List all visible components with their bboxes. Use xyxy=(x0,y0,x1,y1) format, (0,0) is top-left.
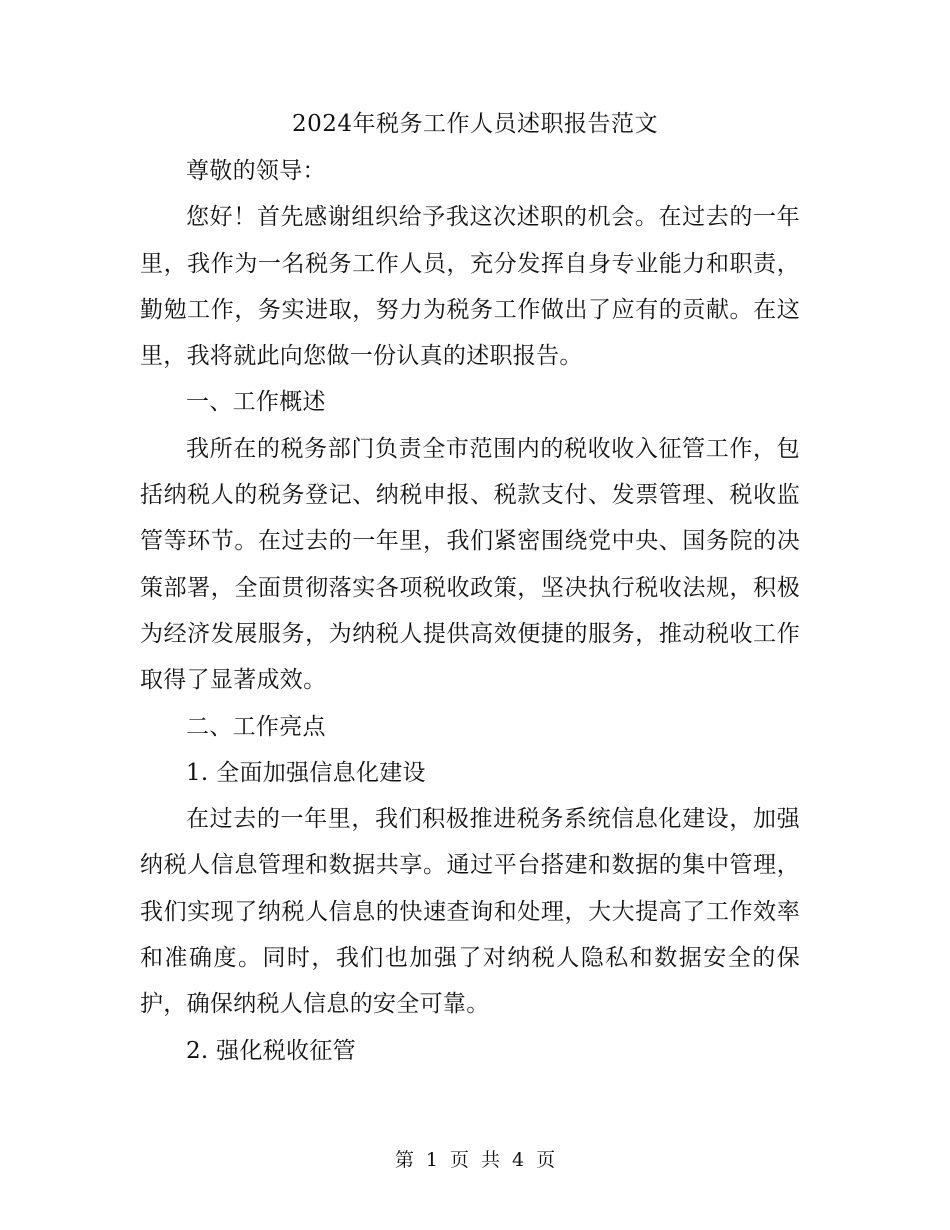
salutation: 尊敬的领导： xyxy=(186,158,326,184)
paragraph-overview: 我所在的税务部门负责全市范围内的税收收入征管工作，包括纳税人的税务登记、纳税申报、税款支付、发票管理、税收监管等环节。在过去的一年里，我们紧密围绕党中央、国务院的决策部署，全面贯彻落实各项税收政策，坚决执行税收法规，积极为经济发展服务，为纳税人提供高效便捷的服务，推动税收工作取得了显著成效。 xyxy=(140,435,800,694)
paragraph-intro: 您好！首先感谢组织给予我这次述职的机会。在过去的一年里，我作为一名税务工作人员，充分发挥自身专业能力和职责，勤勉工作，务实进取，努力为税务工作做出了应有的贡献。在这里，我将就此向您做一份认真的述职报告。 xyxy=(140,204,800,370)
document-title: 2024年税务工作人员述职报告范文 xyxy=(291,111,659,137)
section-heading-overview: 一、工作概述 xyxy=(186,389,326,416)
paragraph-informatization: 在过去的一年里，我们积极推进税务系统信息化建设，加强纳税人信息管理和数据共享。通过平台搭建和数据的集中管理，我们实现了纳税人信息的快速查询和处理，大大提高了工作效率和准确度。同时，我们也加强了对纳税人隐私和数据安全的保护，确保纳税人信息的安全可靠。 xyxy=(140,806,800,1018)
section-heading-highlights: 二、工作亮点 xyxy=(186,713,326,740)
subheading-informatization: 1. 全面加强信息化建设 xyxy=(186,759,426,786)
subheading-tax-collection: 2. 强化税收征管 xyxy=(186,1037,356,1064)
page-footer: 第 1 页 共 4 页 xyxy=(394,1149,556,1171)
document-body xyxy=(140,148,800,1074)
